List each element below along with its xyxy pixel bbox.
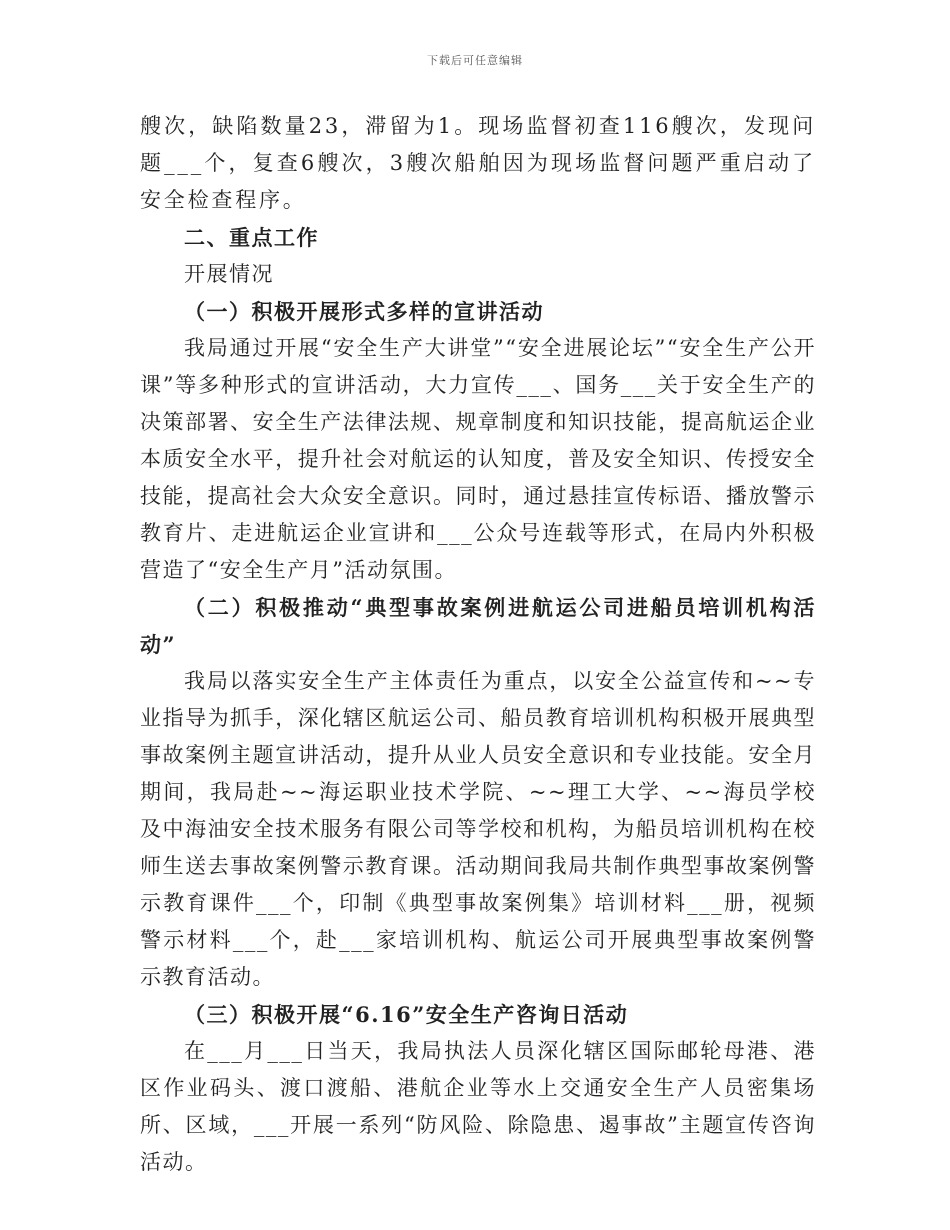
paragraph-case-study: 我局以落实安全生产主体责任为重点，以安全公益宣传和~~专业指导为抓手，深化辖区航运公司、船员教育培训机构积极开展典型事故案例主题宣讲活动，提升从业人员安全意识和专业技能。安全月期间，我局赴~~海运职业技术学院、~~理工大学、~~海员学校及中海油安全技术服务有限公司等学校和机构，为船员培训机构在校师生送去事故案例警示教育课。活动期间我局共制作典型事故案例警示教育课件___个，印制《典型事故案例集》培训材料___册，视频警示材料___个，赴___家培训机构、航运公司开展典型事故案例警示教育活动。 — [140, 669, 816, 989]
subsection-heading-1: （一）积极开展形式多样的宣讲活动 — [184, 299, 544, 324]
section-heading-key-work: 二、重点工作 — [184, 225, 319, 250]
subsection-heading-2: （二）积极推动“典型事故案例进航运公司进船员培训机构活动” — [140, 595, 816, 657]
page-header-note: 下载后可任意编辑 — [427, 54, 523, 67]
subsection-heading-3: （三）积极开展“6.16”安全生产咨询日活动 — [184, 1002, 629, 1027]
paragraph-continuation: 艘次，缺陷数量23，滞留为1。现场监督初查116艘次，发现问题___个，复查6艘次，3艘次船舶因为现场监督问题严重启动了安全检查程序。 — [140, 114, 816, 212]
document-body — [140, 108, 816, 1181]
paragraph-consultation-day: 在___月___日当天，我局执法人员深化辖区国际邮轮母港、港区作业码头、渡口渡船、港航企业等水上交通安全生产人员密集场所、区域，___开展一系列“防风险、除隐患、遏事故”主题宣传咨询活动。 — [140, 1039, 816, 1174]
paragraph-publicity: 我局通过开展“安全生产大讲堂”“安全进展论坛”“安全生产公开课”等多种形式的宣讲活动，大力宣传___、国务___关于安全生产的决策部署、安全生产法律法规、规章制度和知识技能，提高航运企业本质安全水平，提升社会对航运的认知度，普及安全知识、传授安全技能，提高社会大众安全意识。同时，通过悬挂宣传标语、播放警示教育片、走进航运企业宣讲和___公众号连载等形式，在局内外积极营造了“安全生产月”活动氛围。 — [140, 336, 816, 582]
subheading-status: 开展情况 — [184, 262, 274, 286]
